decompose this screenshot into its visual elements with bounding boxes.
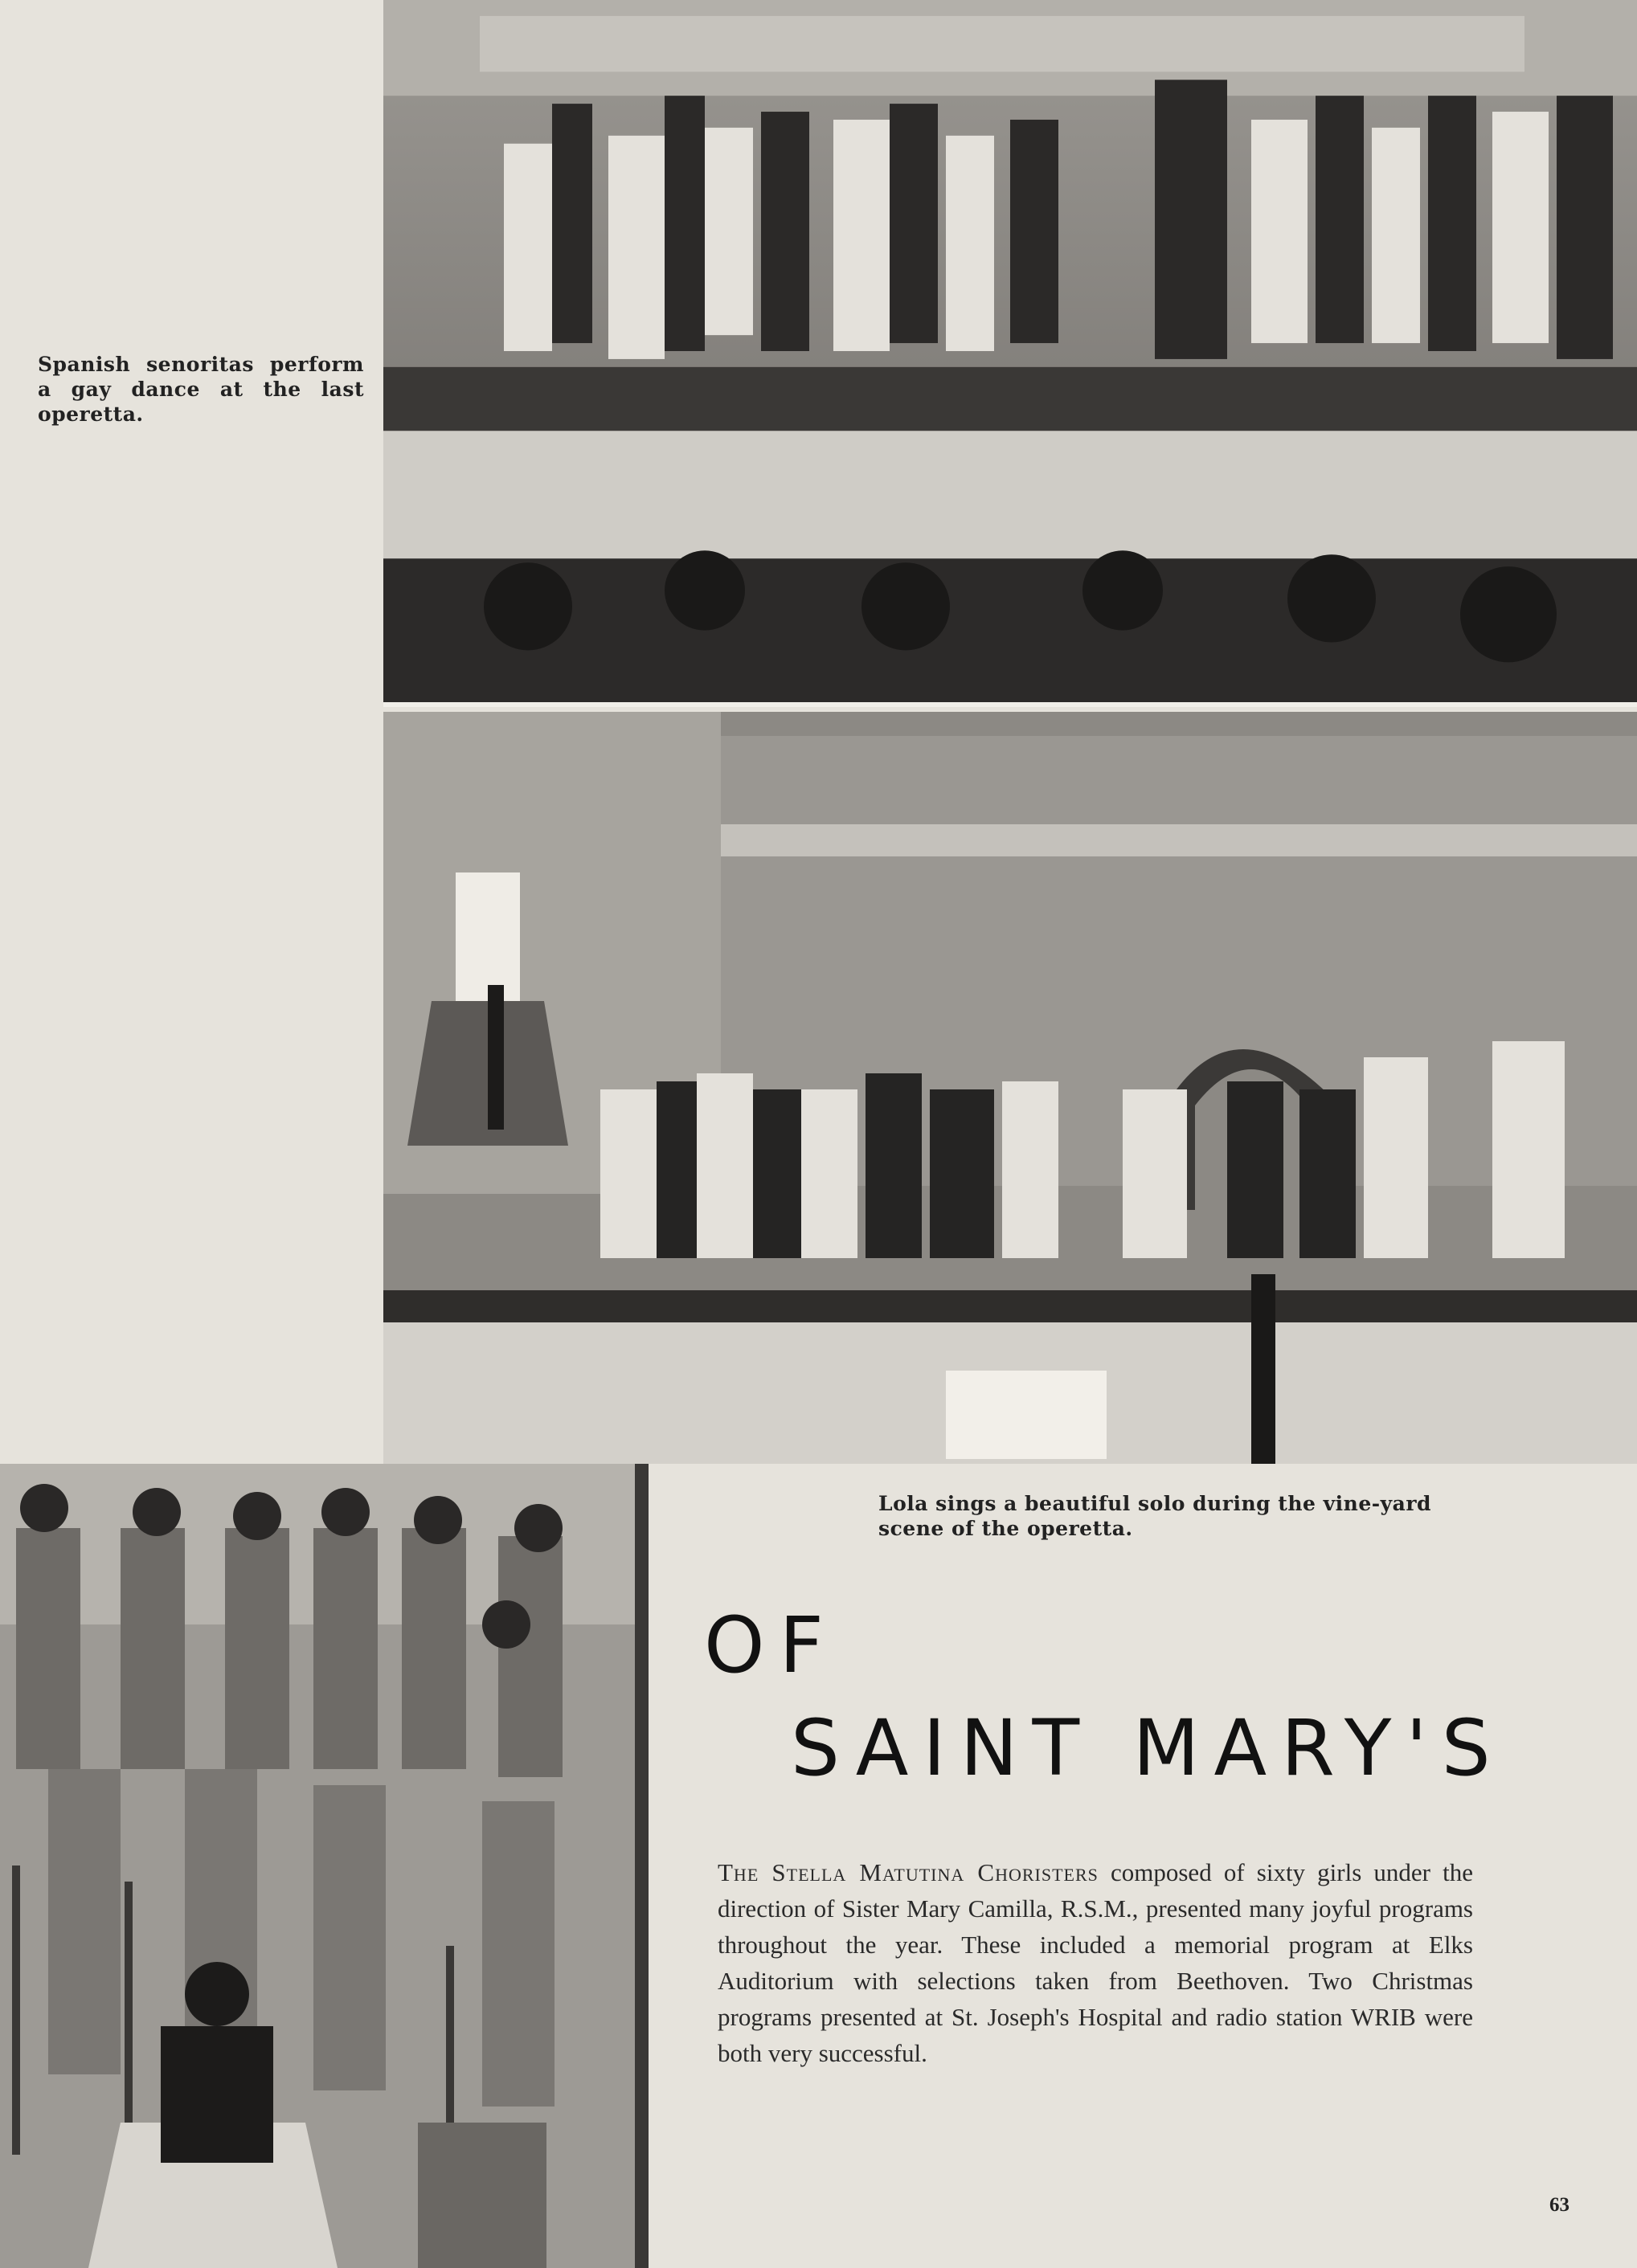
body-text: composed of sixty girls under the direction of Sister Mary Camilla, R.S.M., presented many joyful programs throughout the year. These included a memorial program at Elks Auditorium with selections taken from Beethoven. Two Christmas programs presented at St. Joseph's Hospital and radio station WRIB were both very successful. xyxy=(718,1858,1473,2067)
photo-choir-with-harps xyxy=(0,1464,649,2268)
caption-dancers: Spanish senoritas perform a gay dance at the last operetta. xyxy=(38,353,364,426)
body-lead-in: The Stella Matutina Choristers xyxy=(718,1858,1099,1886)
caption-lola-solo: Lola sings a beautiful solo during the vine-yard scene of the operetta. xyxy=(878,1492,1432,1540)
photo-lola-solo xyxy=(383,712,1637,1464)
body-paragraph xyxy=(718,1854,1473,2071)
heading-line-2: SAINT MARY'S xyxy=(791,1703,1505,1793)
page-number: 63 xyxy=(1549,2194,1569,2216)
heading-line-1: OF xyxy=(704,1600,838,1690)
photo-dancers-on-stage xyxy=(383,0,1637,707)
